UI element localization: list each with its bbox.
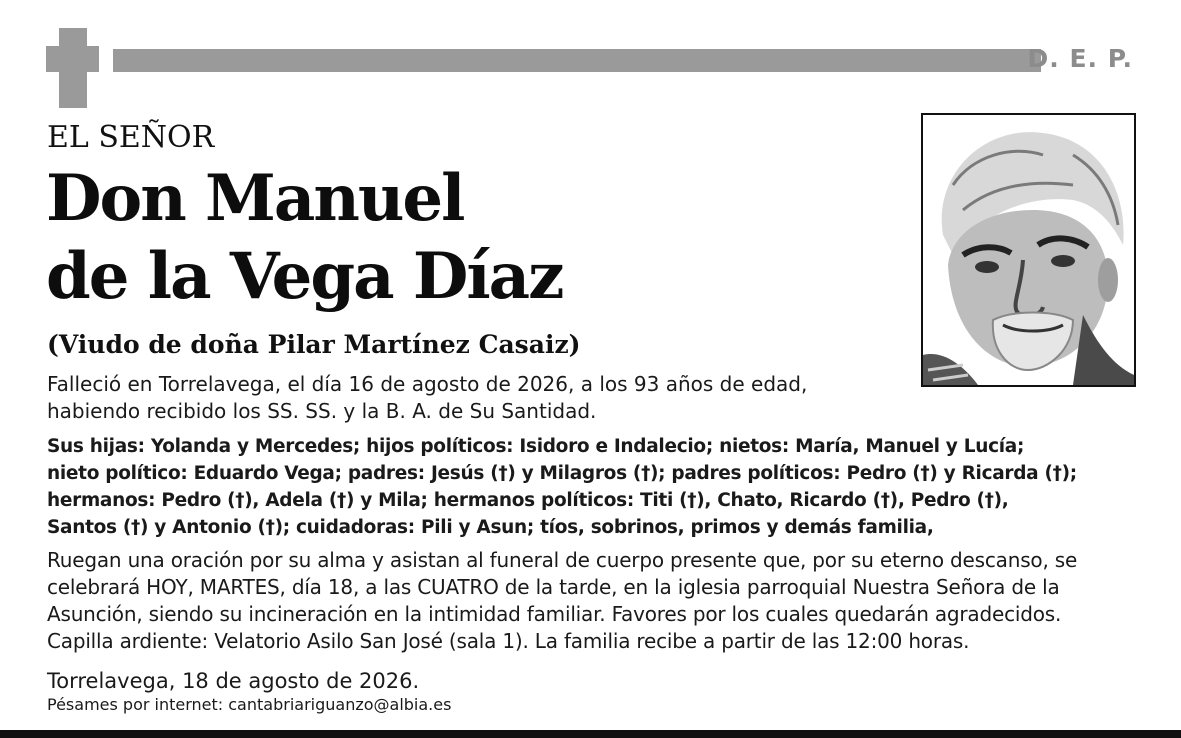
name-line-1: Don Manuel	[46, 161, 464, 236]
family-line: nieto político: Eduardo Vega; padres: Jesús (†) y Milagros (†); padres políticos: Pedro (†) y Ricarda (†);	[47, 463, 1077, 484]
widow-of-line: (Viudo de doña Pilar Martínez Casaiz)	[47, 330, 581, 359]
death-notice-line: Falleció en Torrelavega, el día 16 de agosto de 2026, a los 93 años de edad,	[47, 372, 808, 396]
cross-icon-arm	[46, 46, 99, 72]
place-date: Torrelavega, 18 de agosto de 2026.	[47, 669, 420, 693]
portrait-photo	[921, 113, 1136, 387]
name-line-2: de la Vega Díaz	[46, 239, 563, 314]
funeral-line: Capilla ardiente: Velatorio Asilo San José (sala 1). La familia recibe a partir de las 12:00 horas.	[47, 629, 970, 653]
death-notice-line: habiendo recibido los SS. SS. y la B. A. de Su Santidad.	[47, 399, 597, 423]
family-line: hermanos: Pedro (†), Adela (†) y Mila; hermanos políticos: Titi (†), Chato, Ricardo (†), Pedro (†),	[47, 490, 1009, 511]
funeral-details	[47, 547, 1077, 655]
family-list	[47, 433, 1077, 541]
family-line: Santos (†) y Antonio (†); cuidadoras: Pili y Asun; tíos, sobrinos, primos y demás familia,	[47, 517, 934, 538]
deceased-name	[46, 160, 562, 316]
funeral-line: Asunción, siendo su incineración en la intimidad familiar. Favores por los cuales quedarán agradecidos.	[47, 602, 1062, 626]
death-notice	[47, 371, 807, 425]
condolences-email: Pésames por internet: cantabriariguanzo@albia.es	[47, 695, 452, 714]
family-line: Sus hijas: Yolanda y Mercedes; hijos políticos: Isidoro e Indalecio; nietos: María, Manuel y Lucía;	[47, 436, 1025, 457]
header-rule	[113, 49, 1041, 72]
dep-label: D. E. P.	[1027, 44, 1133, 73]
honorific-prefix: EL SEÑOR	[47, 120, 215, 155]
funeral-line: Ruegan una oración por su alma y asistan al funeral de cuerpo presente que, por su eterno descanso, se	[47, 548, 1078, 572]
footer-rule	[0, 730, 1181, 738]
funeral-line: celebrará HOY, MARTES, día 18, a las CUATRO de la tarde, en la iglesia parroquial Nuestra Señora de la	[47, 575, 1060, 599]
